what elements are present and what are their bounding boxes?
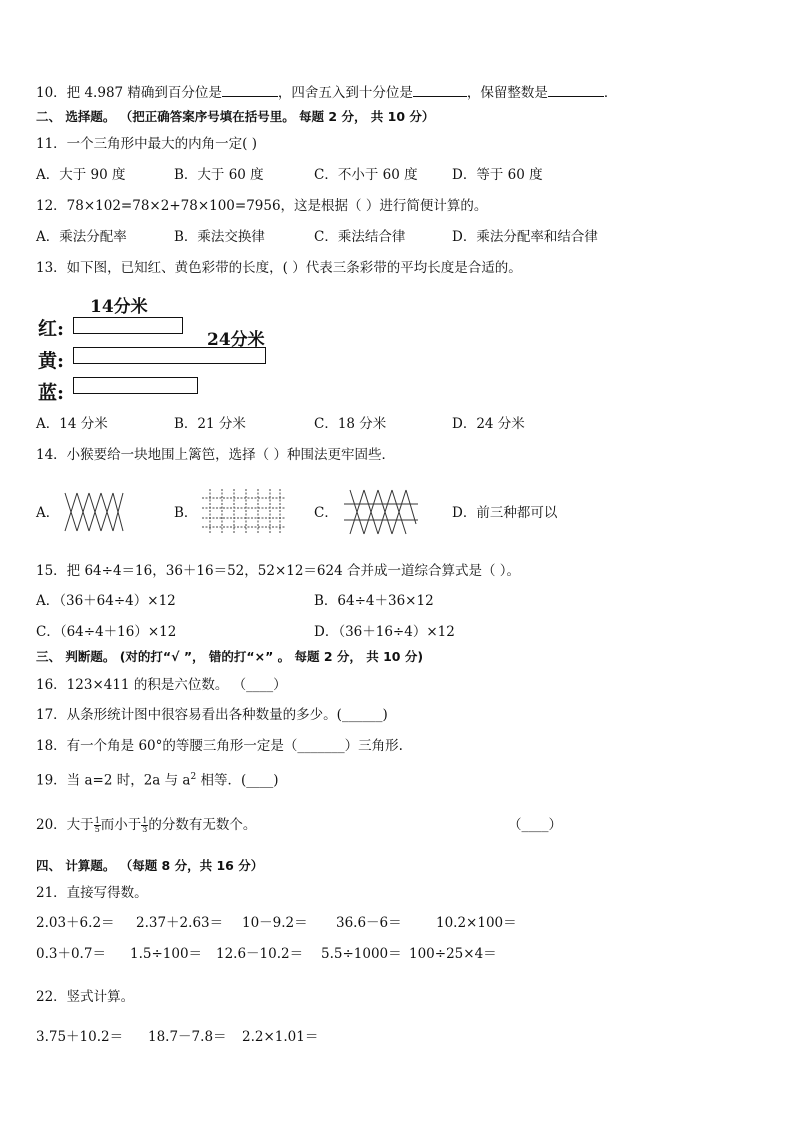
q10-blank-2[interactable] (413, 82, 467, 97)
q20-fraction-1 (94, 817, 101, 834)
q15-option-c[interactable]: C．（64÷4＋16）×12 (36, 624, 177, 640)
q19-text-a: 19．当 a=2 时，2a 与 a (36, 772, 191, 789)
q14-option-a-label: A． (36, 505, 60, 521)
q20-answer-paren[interactable]: （____） (508, 817, 562, 833)
q21-item: 10.2×100＝ (436, 915, 517, 931)
question-11-stem: 11．一个三角形中最大的内角一定( ) (36, 136, 258, 152)
q12-option-a[interactable]: A．乘法分配率 (36, 229, 127, 245)
q12-option-b[interactable]: B．乘法交换律 (174, 229, 265, 245)
q22-item: 18.7－7.8＝ (148, 1029, 227, 1045)
question-15-stem: 15．把 64÷4＝16，36＋16＝52，52×12＝624 合并成一道综合算式是（ ）。 (36, 563, 521, 579)
q12-option-d[interactable]: D．乘法分配率和结合律 (452, 229, 598, 245)
q21-item: 100÷25×4＝ (409, 946, 497, 962)
q10-text-a: 10．把 4.987 精确到百分位是 (36, 85, 222, 101)
red-label: 红: (38, 318, 65, 340)
blue-ribbon (73, 377, 198, 394)
q19-text-b: 相等．(____) (196, 772, 279, 789)
q13-option-d[interactable]: D．24 分米 (452, 416, 525, 432)
question-13-stem: 13．如下图，已知红、黄色彩带的长度，( ）代表三条彩带的平均长度是合适的。 (36, 260, 522, 276)
q15-option-b[interactable]: B．64÷4＋36×12 (314, 593, 434, 609)
yellow-label: 黄: (38, 350, 65, 372)
q20-text-a: 20．大于 (36, 817, 94, 833)
q11-option-b[interactable]: B．大于 60 度 (174, 167, 264, 183)
q14-option-b[interactable] (174, 504, 197, 522)
q10-text-d: ． (603, 85, 618, 101)
q10-text-c: ，保留整数是 (466, 85, 548, 101)
red-length-label: 14分米 (90, 297, 148, 317)
q11-option-c[interactable]: C．不小于 60 度 (314, 167, 418, 183)
question-22-stem: 22．竖式计算。 (36, 989, 135, 1005)
question-21-stem: 21．直接写得数。 (36, 885, 148, 901)
red-ribbon (73, 317, 183, 334)
section-2-heading: 二、 选择题。 （把正确答案序号填在括号里。 每题 2 分， 共 10 分） (36, 109, 435, 124)
section-3-heading: 三、 判断题。 (对的打“√ ”， 错的打“×” 。 每题 2 分， 共 10 分) (36, 649, 424, 664)
question-17: 17．从条形统计图中很容易看出各种数量的多少。(______) (36, 707, 388, 723)
q20-f2-den: 3 (142, 825, 148, 834)
q21-item: 1.5÷100＝ (130, 946, 203, 962)
yellow-ribbon (73, 347, 266, 364)
q10-text-b: ，四舍五入到十分位是 (277, 85, 413, 101)
q21-item: 10－9.2＝ (242, 915, 308, 931)
q12-option-c[interactable]: C．乘法结合律 (314, 229, 406, 245)
q13-option-c[interactable]: C．18 分米 (314, 416, 387, 432)
q20-text-c: 的分数有无数个。 (148, 817, 257, 833)
q14-option-c[interactable] (314, 504, 338, 522)
q21-item: 5.5÷1000＝ (321, 946, 402, 962)
q19-exponent: 2 (190, 772, 197, 782)
fence-c-figure (344, 488, 418, 536)
question-19 (36, 768, 279, 790)
q14-option-d[interactable]: D．前三种都可以 (452, 505, 558, 521)
yellow-length-label: 24分米 (207, 330, 265, 350)
q10-blank-1[interactable] (222, 82, 278, 97)
q22-item: 2.2×1.01＝ (242, 1029, 319, 1045)
q21-item: 36.6－6＝ (336, 915, 402, 931)
q14-option-c-label: C． (314, 505, 338, 521)
q13-option-b[interactable]: B．21 分米 (174, 416, 246, 432)
q13-option-a[interactable]: A．14 分米 (36, 416, 108, 432)
blue-label: 蓝: (38, 382, 65, 404)
q15-option-a[interactable]: A．（36＋64÷4）×12 (36, 593, 176, 609)
question-16: 16．123×411 的积是六位数。 （____） (36, 677, 287, 693)
question-12-stem: 12．78×102=78×2+78×100=7956，这是根据（ ）进行简便计算的。 (36, 198, 488, 214)
q11-option-a[interactable]: A．大于 90 度 (36, 167, 126, 183)
q21-item: 0.3＋0.7＝ (36, 946, 106, 962)
question-10 (36, 82, 617, 102)
q21-item: 2.03＋6.2＝ (36, 915, 115, 931)
q10-blank-3[interactable] (548, 82, 604, 97)
fence-b-figure (202, 488, 286, 534)
q20-f1-num: 1 (94, 816, 100, 825)
section-4-heading: 四、 计算题。 （每题 8 分，共 16 分） (36, 858, 264, 873)
q14-option-b-label: B． (174, 505, 198, 521)
question-20 (36, 816, 256, 834)
question-18: 18．有一个角是 60°的等腰三角形一定是（_______）三角形. (36, 738, 403, 754)
q14-option-a[interactable] (36, 504, 59, 522)
q11-option-d[interactable]: D．等于 60 度 (452, 167, 543, 183)
q20-f2-num: 1 (142, 816, 148, 825)
fence-a-figure (63, 490, 125, 534)
q21-item: 12.6－10.2＝ (216, 946, 304, 962)
q22-item: 3.75＋10.2＝ (36, 1029, 124, 1045)
q15-option-d[interactable]: D．（36＋16÷4）×12 (314, 624, 455, 640)
q21-item: 2.37＋2.63＝ (136, 915, 224, 931)
q20-f1-den: 5 (94, 825, 100, 834)
question-14-stem: 14．小猴要给一块地围上篱笆，选择（ ）种围法更牢固些． (36, 447, 395, 463)
q20-text-b: 而小于 (100, 817, 142, 833)
